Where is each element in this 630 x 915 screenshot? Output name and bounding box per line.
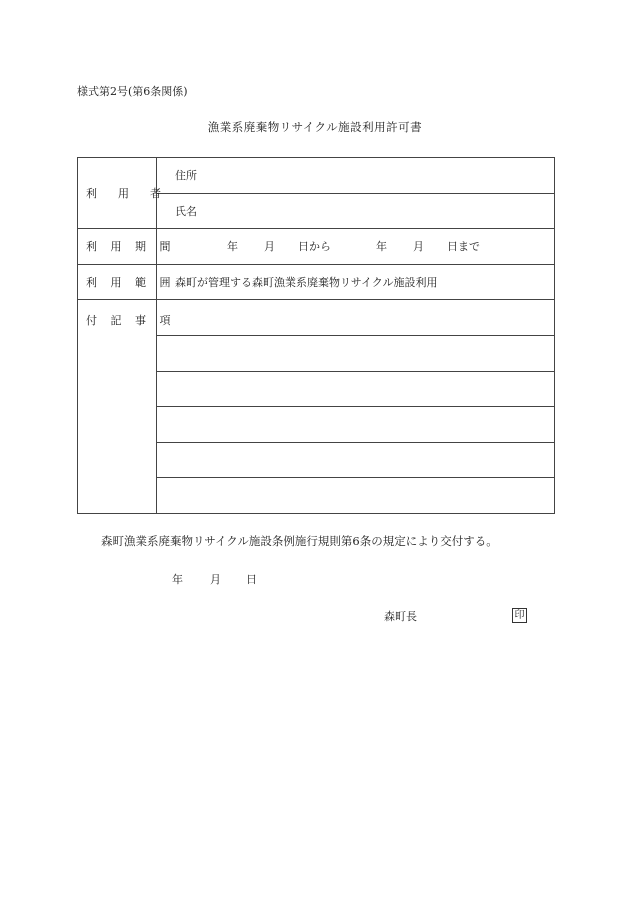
scope-label: 利 用 範 囲 [78,264,157,300]
notes-line[interactable] [157,335,555,371]
notes-line[interactable] [157,300,555,336]
form-code: 様式第2号(第6条関係) [77,85,188,98]
issue-day: 日 [246,573,257,586]
notes-label: 付 記 事 項 [78,300,157,514]
notes-line[interactable] [157,371,555,407]
scope-value: 森町が管理する森町漁業系廃棄物リサイクル施設利用 [157,264,555,300]
period-year-from: 年 [227,240,238,254]
name-field[interactable] [157,193,555,229]
notes-line[interactable] [157,442,555,478]
issue-year: 年 [172,573,183,586]
notes-line[interactable] [157,478,555,514]
period-field[interactable] [157,229,555,265]
permit-table [77,157,555,514]
document-title: 漁業系廃棄物リサイクル施設利用許可書 [207,120,423,134]
period-label: 利 用 期 間 [78,229,157,265]
mayor-signature: 森町長 [384,610,417,623]
address-label: 住所 [175,169,197,183]
issue-notice: 森町漁業系廃棄物リサイクル施設条例施行規則第6条の規定により交付する。 [101,534,498,548]
notes-line[interactable] [157,407,555,443]
table-row [78,158,555,194]
issue-date [172,574,257,585]
period-month-to: 月 [413,240,424,254]
user-label: 利 用 者 [78,158,157,229]
period-day-to: 日まで [447,240,480,254]
seal-stamp: 印 [512,608,527,623]
period-month-from: 月 [264,240,275,254]
table-row [78,300,555,336]
issue-month: 月 [210,573,221,586]
period-year-to: 年 [376,240,387,254]
table-row [78,229,555,265]
address-field[interactable] [157,158,555,194]
table-row [78,264,555,300]
name-label: 氏名 [175,204,197,218]
period-day-from: 日から [298,240,331,254]
